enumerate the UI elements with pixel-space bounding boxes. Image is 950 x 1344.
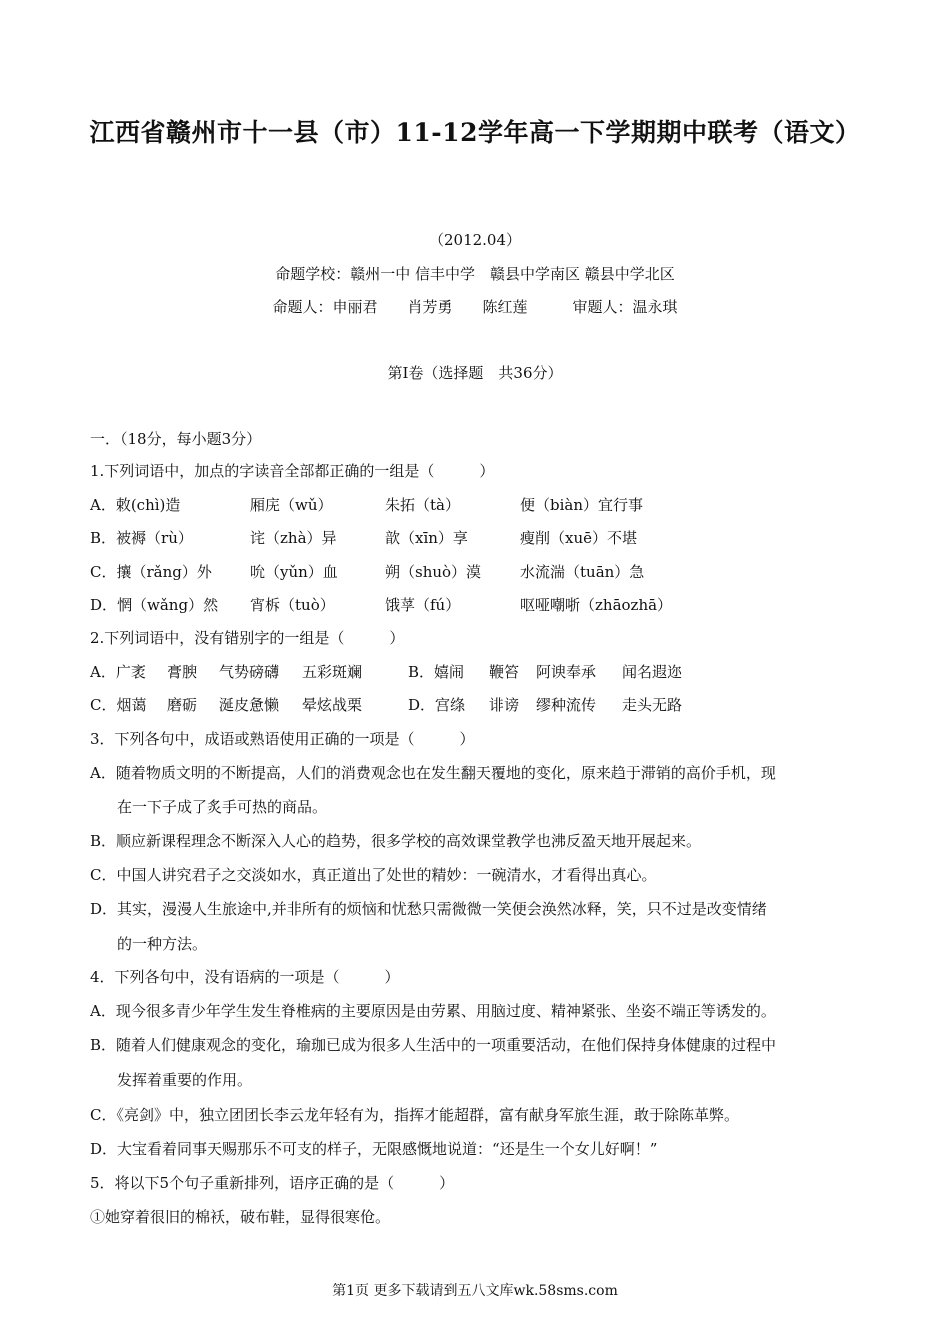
- option-item: 呕哑嘲哳（zhāozhā）: [520, 596, 673, 614]
- school-list: 命题学校：赣州一中 信丰中学 赣县中学南区 赣县中学北区: [275, 265, 675, 283]
- option-item: 晕炫战栗: [302, 696, 363, 714]
- option-item: C．烟蔼: [90, 696, 147, 714]
- option-item: 厢庑（wǔ）: [250, 496, 333, 514]
- question-1-option-b: [90, 528, 637, 548]
- option-item: 瘦削（xuē）不堪: [520, 529, 637, 547]
- question-3-option-a: A．随着物质文明的不断提高，人们的消费观念也在发生翻天覆地的变化，原来趋于滞销的高价手机，现: [90, 764, 776, 782]
- question-2-options-cd: [90, 695, 682, 715]
- option-item: 吮（yǔn）血: [250, 563, 338, 581]
- option-item: B．被褥（rù）: [90, 529, 193, 547]
- question-4-option-b-cont: 发挥着重要的作用。: [117, 1071, 253, 1089]
- option-item: 鞭笞: [489, 663, 520, 681]
- page-title: 江西省赣州市十一县（市）11-12学年高一下学期期中联考（语文）: [89, 118, 861, 147]
- option-item: 走头无路: [622, 696, 683, 714]
- option-item: 便（biàn）宜行事: [520, 496, 644, 514]
- option-item: C．攘（rǎng）外: [90, 563, 212, 581]
- option-item: 涎皮惫懒: [219, 696, 280, 714]
- option-item: 闻名遐迩: [622, 663, 683, 681]
- option-item: 气势磅礴: [219, 663, 280, 681]
- option-item: A．敕(chì)造: [90, 496, 181, 514]
- option-item: 宵柝（tuò）: [250, 596, 335, 614]
- question-3-option-b: B．顺应新课程理念不断深入人心的趋势，很多学校的高效课堂教学也沸反盈天地开展起来。: [90, 832, 702, 850]
- option-item: D．宫绦: [408, 696, 466, 714]
- question-5-stem: 5．将以下5个句子重新排列，语序正确的是（ ）: [90, 1174, 455, 1192]
- question-3-option-a-cont: 在一下子成了炙手可热的商品。: [117, 798, 328, 816]
- question-4-option-d: D．大宝看着同事天赐那乐不可支的样子，无限感慨地说道：“还是生一个女儿好啊！”: [90, 1140, 658, 1158]
- question-4-stem: 4．下列各句中，没有语病的一项是（ ）: [90, 968, 400, 986]
- part-heading: 一．（18分，每小题3分）: [90, 430, 262, 448]
- question-3-option-c: C．中国人讲究君子之交淡如水，真正道出了处世的精妙：一碗清水，才看得出真心。: [90, 866, 657, 884]
- option-item: 饿莩（fú）: [385, 596, 461, 614]
- question-1-option-a: [90, 495, 643, 515]
- option-item: 膏腴: [167, 663, 198, 681]
- question-1-stem: 1.下列词语中，加点的字读音全部都正确的一组是（ ）: [90, 462, 495, 480]
- question-3-option-d: D．其实，漫漫人生旅途中,并非所有的烦恼和忧愁只需微微一笑便会涣然冰释，笑，只不过是改变情绪: [90, 900, 767, 918]
- exam-date: （2012.04）: [428, 231, 522, 249]
- option-item: 朔（shuò）漠: [385, 563, 482, 581]
- question-4-option-c: C．《亮剑》中，独立团团长李云龙年轻有为，指挥才能超群，富有献身军旅生涯，敢于除陈革弊。: [90, 1106, 739, 1124]
- option-item: 诽谤: [489, 696, 520, 714]
- question-2-options-ab: [90, 662, 682, 682]
- question-1-option-d: [90, 595, 672, 615]
- author-list: 命题人：申丽君 肖芳勇 陈红莲 审题人：温永琪: [272, 298, 678, 316]
- option-item: D．惘（wǎng）然: [90, 596, 219, 614]
- page-footer: 第1页 更多下载请到五八文库wk.58sms.com: [332, 1283, 618, 1299]
- question-4-option-a: A．现今很多青少年学生发生脊椎病的主要原因是由劳累、用脑过度、精神紧张、坐姿不端正等诱发的。: [90, 1002, 776, 1020]
- question-3-option-d-cont: 的一种方法。: [117, 935, 208, 953]
- option-item: A．广袤: [90, 663, 146, 681]
- option-item: 磨砺: [167, 696, 198, 714]
- question-4-option-b: B．随着人们健康观念的变化，瑜珈已成为很多人生活中的一项重要活动，在他们保持身体健康的过程中: [90, 1036, 777, 1054]
- option-item: B．嬉闹: [408, 663, 465, 681]
- question-3-stem: 3．下列各句中，成语或熟语使用正确的一项是（ ）: [90, 730, 475, 748]
- option-item: 阿谀奉承: [536, 663, 597, 681]
- section-heading: 第Ⅰ卷（选择题 共36分）: [387, 364, 563, 382]
- option-item: 歆（xīn）享: [385, 529, 468, 547]
- question-5-sentence-1: ①她穿着很旧的棉袄，破布鞋，显得很寒伧。: [90, 1208, 391, 1226]
- option-item: 五彩斑斓: [302, 663, 363, 681]
- question-1-option-c: [90, 562, 644, 582]
- option-item: 水流湍（tuān）急: [520, 563, 645, 581]
- option-item: 缪种流传: [536, 696, 597, 714]
- option-item: 诧（zhà）异: [250, 529, 337, 547]
- question-2-stem: 2.下列词语中，没有错别字的一组是（ ）: [90, 629, 405, 647]
- option-item: 朱拓（tà）: [385, 496, 460, 514]
